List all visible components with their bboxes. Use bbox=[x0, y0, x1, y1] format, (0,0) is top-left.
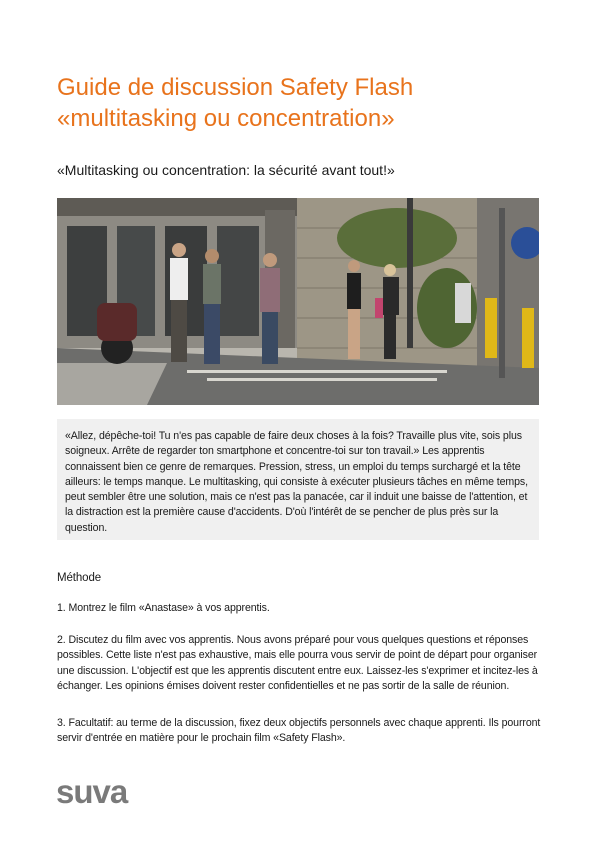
title-line-1: Guide de discussion Safety Flash bbox=[57, 74, 414, 101]
intro-quote-box bbox=[57, 419, 539, 540]
intro-quote-text: «Allez, dépêche-toi! Tu n'es pas capable de faire deux choses à la fois? Travaille plus vite, sois plus soigneux. Arrête de regarder ton smartphone et concentre-toi sur ton travail.» Les apprentis connaissent bien ce genre de remarques. Pression, stress, un emploi du temps surchargé et la tête ailleurs: le temps manque. Le multitasking, qui consiste à exécuter plusieurs tâches en même temps, peut sembler être une solution, mais ce n'est pas la panacée, car il induit une baisse de l'attention, et la distraction est la première cause d'accidents. D'où l'intérêt de se pencher de plus près sur la question. bbox=[65, 430, 528, 534]
suva-logo bbox=[56, 776, 148, 808]
street-scene-photo bbox=[57, 198, 539, 405]
method-step-3: 3. Facultatif: au terme de la discussion, fixez deux objectifs personnels avec chaque apprenti. Ils pourront servir d'entrée en matière pour le prochain film «Safety Flash». bbox=[57, 717, 541, 745]
methode-heading: Méthode bbox=[57, 572, 102, 584]
method-step-2: 2. Discutez du film avec vos apprentis. Nous avons préparé pour vous quelques questions et réponses possibles. Cette liste n'est pas exhaustive, mais elle pourra vous servir de point de départ pour organiser une discussion. L'objectif est que les apprentis discutent entre eux. Laissez-les s'exprimer et incitez-les à échanger. Les opinions émises doivent rester confidentielles et ne pas sortir de la salle de réunion. bbox=[57, 634, 538, 692]
street-scene-illustration bbox=[57, 198, 539, 405]
title-line-2: «multitasking ou concentration» bbox=[57, 105, 395, 132]
document-title bbox=[57, 72, 557, 134]
document-subtitle: «Multitasking ou concentration: la sécurité avant tout!» bbox=[57, 162, 395, 178]
suva-logo-text: suva bbox=[56, 776, 128, 808]
method-step-1: 1. Montrez le film «Anastase» à vos apprentis. bbox=[57, 602, 270, 614]
